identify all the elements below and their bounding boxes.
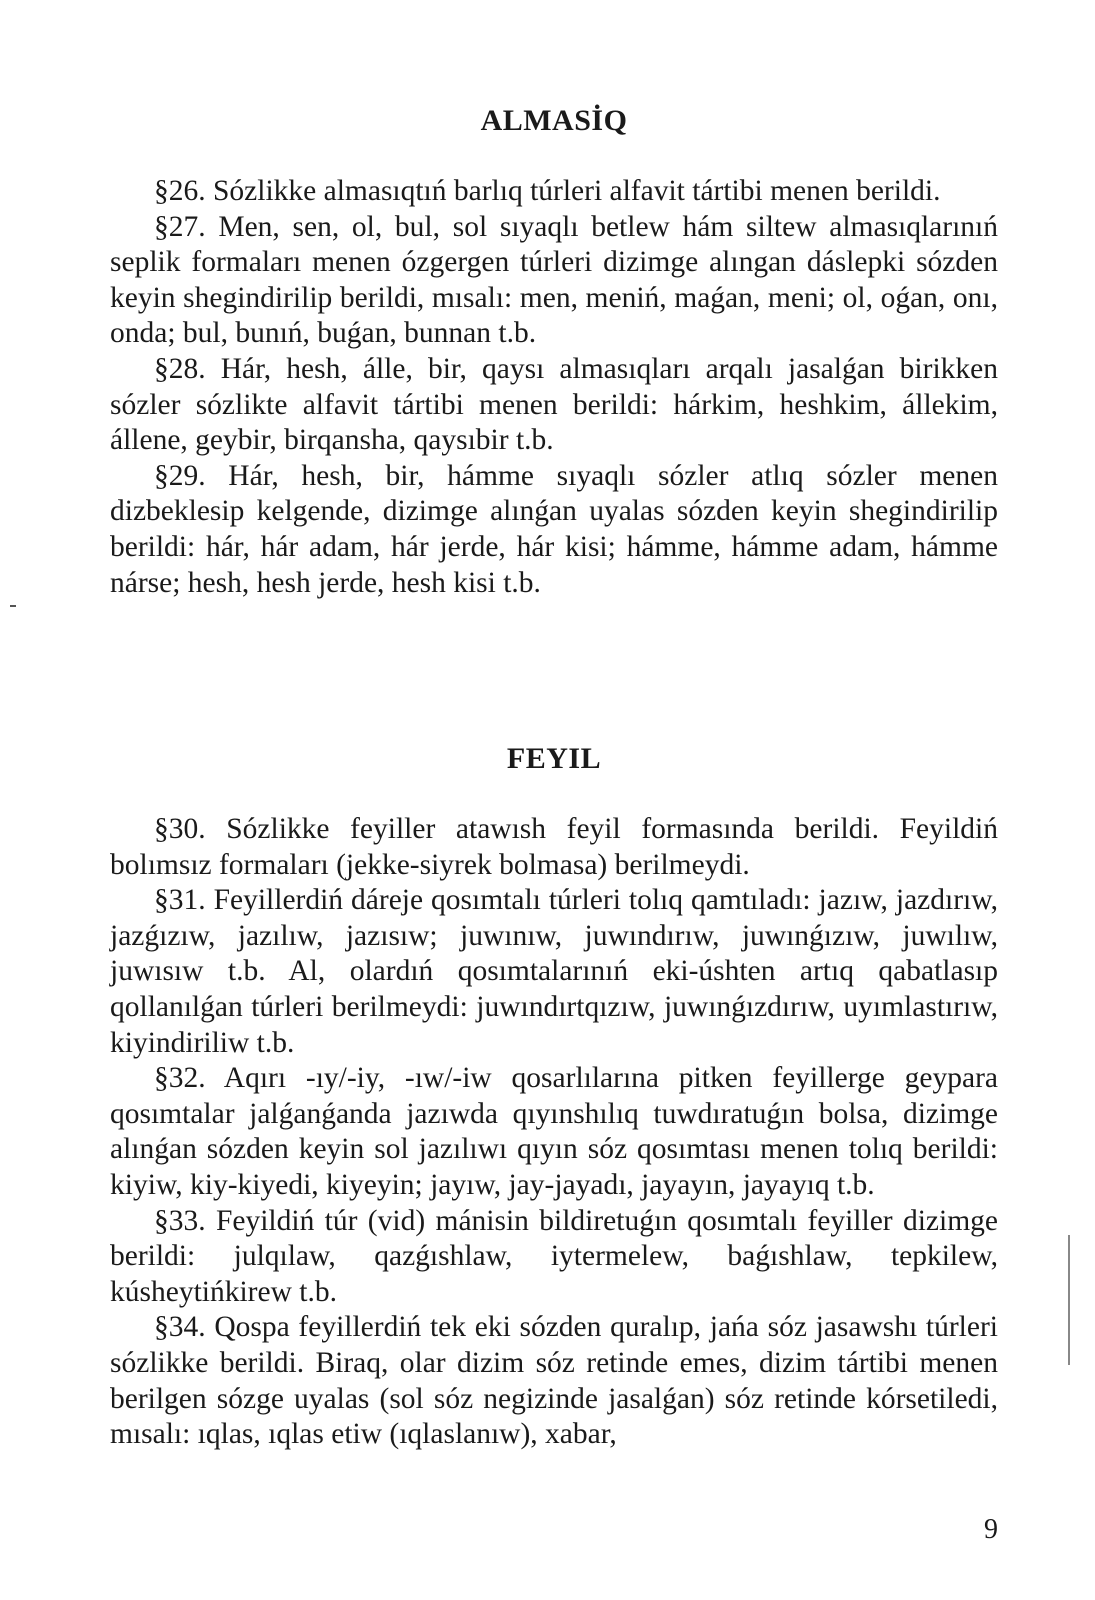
- scan-mark-right: [1068, 1235, 1070, 1365]
- section-title-almasiq: ALMASİQ: [480, 104, 628, 137]
- paragraph-30: §30. Sózlikke feyiller atawısh feyil formasında berildi. Feyildiń bolımsız formaları (jekke-siyrek bolmasa) berilmeydi.: [110, 813, 998, 881]
- section-body-almasiq: [110, 174, 998, 601]
- page-number: 9: [984, 1514, 998, 1545]
- paragraph-32: §32. Aqırı -ıy/-iy, -ıw/-iw qosarlılarına pitken feyillerge geypara qosımtalar jalǵanǵanda jazıwda qıyınshılıq tuwdıratuǵın bolsa, dizimge alınǵan sózden keyin sol jazılıwı qıyın sóz qosımtası menen tolıq berildi: kiyiw, kiy-kiyedi, kiyeyin; jayıw, jay-jayadı, jayayın, jayayıq t.b.: [110, 1062, 998, 1201]
- paragraph-27: §27. Men, sen, ol, bul, sol sıyaqlı betlew hám siltew almasıqlarınıń seplik formaları menen ózgergen túrleri dizimge alıngan dáslepki sózden keyin shegindirilip berildi, mısalı: men, meniń, maǵan, meni; ol, oǵan, onı, onda; bul, bunıń, buǵan, bunnan t.b.: [110, 210, 998, 350]
- paragraph-33: §33. Feyildiń túr (vid) mánisin bildiretuǵın qosımtalı feyiller dizimge berildi: julqılaw, qazǵıshlaw, iytermelew, baǵıshlaw, tepkilew, kúsheytińkirew t.b.: [110, 1204, 998, 1308]
- paragraph-26: §26. Sózlikke almasıqtıń barlıq túrleri alfavit tártibi menen berildi.: [154, 175, 941, 207]
- paragraph-29: §29. Hár, hesh, bir, hámme sıyaqlı sózler atlıq sózler menen dizbeklesip kelgende, dizimge alınǵan uyalas sózden keyin shegindirilip berildi: hár, hár adam, hár jerde, hár kisi; hámme, hámme adam, hámme nárse; hesh, hesh jerde, hesh kisi t.b.: [110, 459, 998, 599]
- paragraph-28: §28. Hár, hesh, álle, bir, qaysı almasıqları arqalı jasalǵan birikken sózler sózlikte alfavit tártibi menen berildi: hárkim, heshkim, állekim, állene, geybir, birqansha, qaysıbir t.b.: [110, 352, 998, 457]
- paragraph-31: §31. Feyillerdiń dáreje qosımtalı túrleri tolıq qamtıladı: jazıw, jazdırıw, jazǵızıw, jazılıw, jazısıw; juwınıw, juwındırıw, juwınǵızıw, juwılıw, juwısıw t.b. Al, olardıń qosımtalarınıń eki-úshten artıq qabatlasıp qollanılǵan túrleri berilmeydi: juwındırtqızıw, juwınǵızdırıw, uyımlastırıw, kiyindiriliw t.b.: [110, 884, 998, 1059]
- paragraph-34: §34. Qospa feyillerdiń tek eki sózden quralıp, jańa sóz jasawshı túrleri sózlikke berildi. Biraq, olar dizim sóz retinde emes, dizim tártibi menen berilgen sózge uyalas (sol sóz negizinde jasalǵan) sóz retinde kórsetiledi, mısalı: ıqlas, ıqlas etiw (ıqlaslanıw), xabar,: [110, 1311, 998, 1451]
- section-title-feyil: FEYIL: [506, 742, 602, 775]
- section-body-feyil: [110, 812, 998, 1453]
- scan-mark-left: [10, 605, 16, 607]
- book-page: [110, 0, 998, 1600]
